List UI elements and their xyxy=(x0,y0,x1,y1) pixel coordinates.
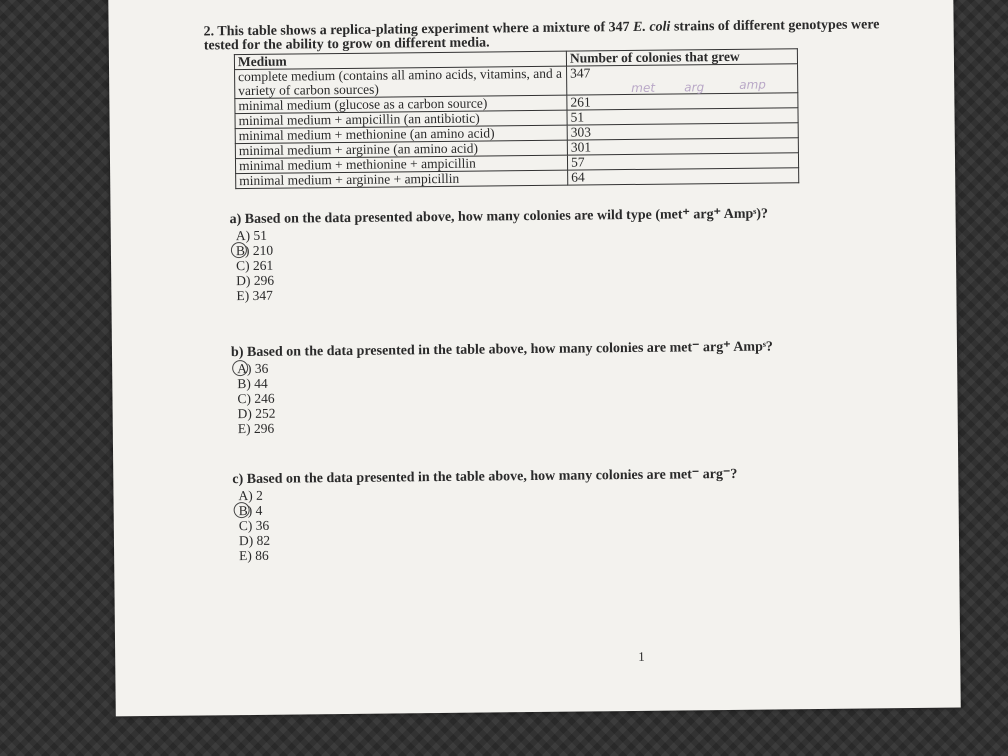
option-c[interactable]: C) 36 xyxy=(238,517,270,534)
count-cell: 301 xyxy=(567,138,798,155)
option-text: A) 36 xyxy=(237,360,269,377)
count-cell: 303 xyxy=(567,123,798,140)
question-b-options xyxy=(231,354,908,436)
option-text: B) 210 xyxy=(235,242,274,259)
question-b-text: b) Based on the data presented in the table above, how many colonies are met⁻ arg⁺ Ampˢ? xyxy=(230,339,773,361)
count-cell: 261 xyxy=(567,93,798,110)
medium-cell: minimal medium + methionine (an amino acid) xyxy=(235,125,567,143)
answer-circle xyxy=(232,360,248,376)
option-e[interactable]: E) 86 xyxy=(239,547,269,564)
question-c-options xyxy=(232,481,909,563)
intro-prefix: 2. This table shows a replica-plating experiment where a mixture of 347 xyxy=(203,19,634,40)
answer-circle xyxy=(231,242,247,258)
worksheet-page xyxy=(108,0,961,716)
count-cell: 64 xyxy=(568,168,799,185)
header-colonies: Number of colonies that grew xyxy=(566,49,797,66)
replica-plating-table xyxy=(234,48,799,189)
option-b[interactable]: B) 44 xyxy=(237,375,268,392)
option-text: B) 4 xyxy=(238,502,263,519)
option-d[interactable]: D) 82 xyxy=(238,532,271,549)
question-c xyxy=(232,464,909,563)
count-cell: 347 xyxy=(567,64,798,95)
option-e[interactable]: E) 347 xyxy=(236,287,273,304)
medium-cell: minimal medium + ampicillin (an antibiotic) xyxy=(235,110,567,128)
question-a-options xyxy=(230,221,907,303)
option-e[interactable]: E) 296 xyxy=(237,420,275,437)
page-number: 1 xyxy=(638,648,645,664)
question-a-text: a) Based on the data presented above, how many colonies are wild type (met⁺ arg⁺ Ampˢ)? xyxy=(229,206,769,228)
medium-cell: minimal medium + methionine + ampicillin xyxy=(235,155,567,173)
question-c-text: c) Based on the data presented in the table above, how many colonies are met⁻ arg⁻? xyxy=(232,466,738,488)
medium-cell: minimal medium (glucose as a carbon source) xyxy=(235,95,567,113)
intro-species: E. coli xyxy=(632,19,671,35)
medium-cell: minimal medium + arginine + ampicillin xyxy=(236,170,568,188)
header-medium: Medium xyxy=(234,51,566,69)
question-a xyxy=(230,204,907,303)
worksheet-content xyxy=(203,17,910,664)
option-a[interactable]: A) 51 xyxy=(235,227,267,244)
question-intro xyxy=(204,18,904,53)
handwritten-met: met xyxy=(631,80,656,95)
option-a[interactable]: A) 2 xyxy=(238,487,263,504)
option-c[interactable]: C) 261 xyxy=(236,257,274,274)
option-d[interactable]: D) 296 xyxy=(236,272,275,289)
count-cell: 51 xyxy=(567,108,798,125)
count-cell: 57 xyxy=(567,153,798,170)
option-c[interactable]: C) 246 xyxy=(237,390,275,407)
handwritten-arg: arg xyxy=(684,80,705,95)
option-d[interactable]: D) 252 xyxy=(237,405,276,422)
intro-suffix: strains of different genotypes were tested for the ability to grow on different media. xyxy=(203,17,880,54)
answer-circle xyxy=(234,502,250,518)
question-b xyxy=(231,337,908,436)
medium-cell: complete medium (contains all amino acids, vitamins, and a variety of carbon sources) xyxy=(235,66,567,98)
handwritten-amp: amp xyxy=(739,77,766,92)
medium-cell: minimal medium + arginine (an amino acid) xyxy=(235,140,567,158)
